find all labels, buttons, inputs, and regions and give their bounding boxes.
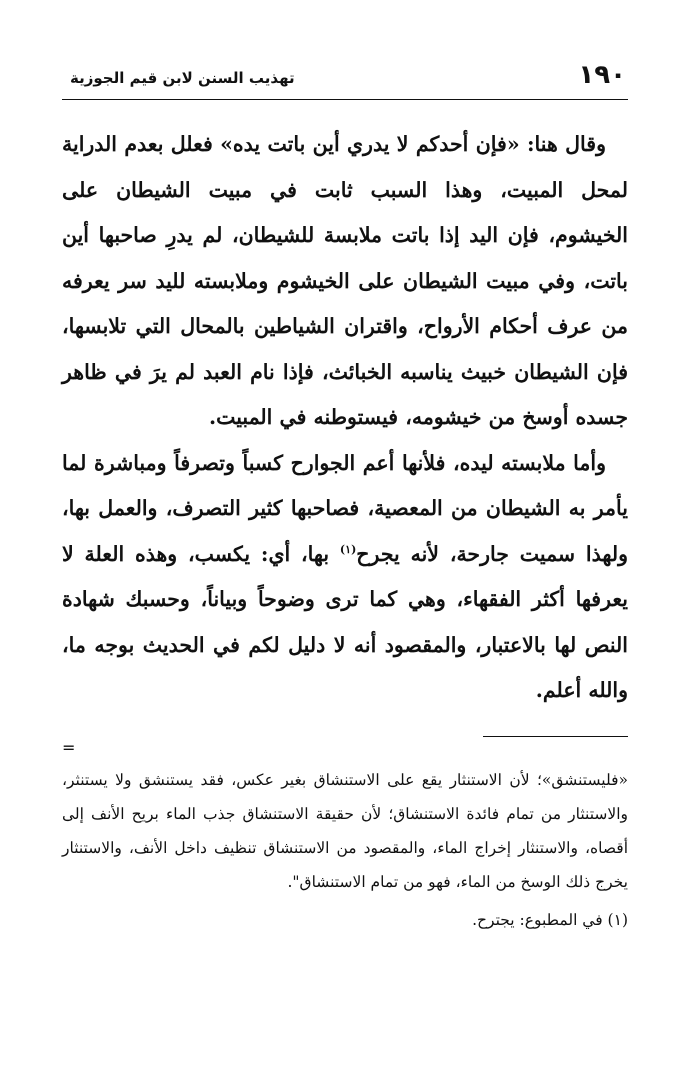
footnote-continuation-mark: = [62,738,76,757]
page-number: ١٩٠ [578,60,626,90]
book-title: تهذيب السنن لابن قيم الجوزية [70,69,295,87]
running-header [62,60,628,100]
footnote-continued-text: «فليستنشق»؛ لأن الاستنثار يقع على الاستنشاق بغير عكس، فقد يستنشق ولا يستنثر، والاستنثار من تمام فائدة الاستنشاق؛ لأن حقيقة الاستنشاق جذب الماء بريح الأنف إلى أقصاه، والاستنثار إخراج الماء، والمقصود من الاستنشاق تنظيف داخل الأنف، والاستنثار يخرج ذلك الوسخ من الماء، فهو من تمام الاستنشاق". [62,771,628,891]
footnotes-section [62,736,628,937]
paragraph-1: وقال هنا: «فإن أحدكم لا يدري أين باتت يده» فعلل بعدم الدراية لمحل المبيت، وهذا السبب ثابت في مبيت الشيطان على الخيشوم، فإن اليد إذا باتت ملابسة للشيطان، لم يدرِ صاحبها أين باتت، وفي مبيت الشيطان على الخيشوم وملابسته لليد سر يعرفه من عرف أحكام الأرواح، واقتران الشياطين بالمحال التي تلابسها، فإن الشيطان خبيث يناسبه الخبائث، فإذا نام العبد لم يرَ في ظاهر جسده أوسخ من خيشومه، فيستوطنه في المبيت. [62,132,628,429]
paragraph-2-part-1: وأما ملابسته ليده، فلأنها أعم الجوارح كسباً وتصرفاً ومباشرة لما يأمر به الشيطان من المعصية، فصاحبها كثير التصرف، والعمل بها، ولهذا سميت جارحة، لأنه يجرح [62,450,628,566]
footnote-reference-1: (١) [339,542,357,556]
footnote-1: (١) في المطبوع: يجترح. [472,911,628,929]
footnote-separator-rule [483,736,628,737]
body-text [62,122,628,714]
paragraph-2-part-2: بها، أي: يكسب، وهذه العلة لا يعرفها أكثر الفقهاء، وهي كما ترى وضوحاً وبياناً، وحسبك شهادة النص لها بالاعتبار، والمقصود أنه لا دليل لكم في الحديث بوجه ما، والله أعلم. [62,541,628,702]
paragraph-2 [62,441,628,714]
page [62,60,628,714]
